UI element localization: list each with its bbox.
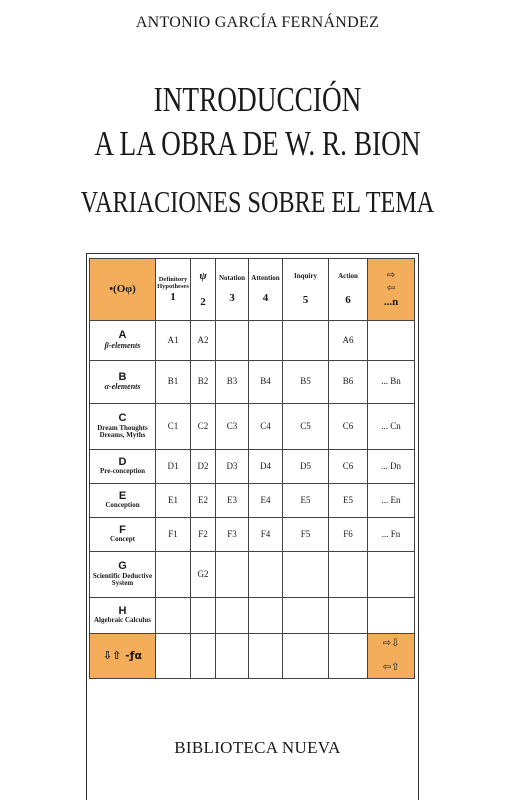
grid-cell: F2 — [191, 518, 216, 552]
grid-cell: B6 — [329, 361, 368, 404]
grid-cell: E3 — [216, 484, 249, 518]
grid-cell — [368, 598, 415, 634]
grid-cell: E2 — [191, 484, 216, 518]
grid-header-row — [90, 259, 415, 321]
grid-row — [90, 484, 415, 518]
grid-cell — [368, 552, 415, 598]
grid-cell: ... Fn — [368, 518, 415, 552]
col-header-3: Notation 3 — [216, 259, 249, 321]
grid-cell: E4 — [249, 484, 283, 518]
grid-row — [90, 450, 415, 484]
grid-cell — [216, 598, 249, 634]
grid-cell: D3 — [216, 450, 249, 484]
right-down-arrow-icon: ⇨⇩ — [382, 637, 400, 649]
grid-cell: C2 — [191, 404, 216, 450]
row-label: D Pre-conception — [90, 450, 156, 484]
grid-cell: C6 — [329, 404, 368, 450]
grid-cell — [283, 552, 329, 598]
grid-cell — [329, 634, 368, 679]
grid-cell — [249, 321, 283, 361]
grid-cell: D5 — [283, 450, 329, 484]
col-header-4: Attention 4 — [249, 259, 283, 321]
grid-cell: B3 — [216, 361, 249, 404]
grid-cell: E5 — [329, 484, 368, 518]
grid-cell: F5 — [283, 518, 329, 552]
author-name: ANTONIO GARCÍA FERNÁNDEZ — [135, 14, 380, 31]
grid-cell: A6 — [329, 321, 368, 361]
grid-cell: D1 — [156, 450, 191, 484]
col-header-6: Action 6 — [329, 259, 368, 321]
footer-arrows-left — [90, 634, 156, 679]
grid-footer-row — [90, 634, 415, 679]
grid-cell — [216, 552, 249, 598]
grid-cell: C4 — [249, 404, 283, 450]
grid-row — [90, 598, 415, 634]
grid-cell: F4 — [249, 518, 283, 552]
grid-row — [90, 404, 415, 450]
grid-cell — [249, 634, 283, 679]
title-line-2: A LA OBRA DE W. R. BION — [94, 124, 421, 163]
grid-cell: ... Cn — [368, 404, 415, 450]
grid-cell: E1 — [156, 484, 191, 518]
grid-cell: D2 — [191, 450, 216, 484]
title-line-1: INTRODUCCIÓN — [153, 80, 362, 119]
grid-cell: B4 — [249, 361, 283, 404]
grid-cell: A2 — [191, 321, 216, 361]
grid-cell: ... En — [368, 484, 415, 518]
grid-cell: C3 — [216, 404, 249, 450]
left-arrow-icon: ⇦ — [386, 282, 396, 294]
subtitle: VARIACIONES SOBRE EL TEMA — [80, 184, 435, 219]
bion-grid — [89, 258, 415, 679]
grid-cell — [216, 321, 249, 361]
row-label: B α-elements — [90, 361, 156, 404]
grid-cell — [283, 321, 329, 361]
grid-row — [90, 518, 415, 552]
grid-cell: B1 — [156, 361, 191, 404]
grid-cell: C5 — [283, 404, 329, 450]
grid-cell — [156, 634, 191, 679]
grid-cell — [156, 598, 191, 634]
grid-row — [90, 361, 415, 404]
grid-corner-cell: •(Oφ) — [90, 259, 156, 321]
row-label: H Algebraic Calculus — [90, 598, 156, 634]
grid-cell — [283, 634, 329, 679]
grid-cell: B2 — [191, 361, 216, 404]
row-label: C Dream Thoughts Dreams, Myths — [90, 404, 156, 450]
grid-cell: C1 — [156, 404, 191, 450]
grid-cell: E5 — [283, 484, 329, 518]
row-label: G Scientific Deductive System — [90, 552, 156, 598]
col-header-2: ψ 2 — [191, 259, 216, 321]
publisher-name: BIBLIOTECA NUEVA — [174, 738, 341, 757]
grid-cell: F6 — [329, 518, 368, 552]
row-label: A β-elements — [90, 321, 156, 361]
right-arrow-icon: ⇨ — [386, 270, 396, 282]
grid-row — [90, 321, 415, 361]
grid-cell — [249, 552, 283, 598]
grid-cell — [329, 552, 368, 598]
grid-cell — [249, 598, 283, 634]
col-header-5: Inquiry 5 — [283, 259, 329, 321]
grid-cell: ... Bn — [368, 361, 415, 404]
left-up-arrow-icon: ⇦⇧ — [382, 662, 400, 673]
grid-cell: F3 — [216, 518, 249, 552]
grid-cell: G2 — [191, 552, 216, 598]
footer-arrows-right — [368, 634, 415, 679]
grid-cell: D4 — [249, 450, 283, 484]
row-label: F Concept — [90, 518, 156, 552]
grid-cell: A1 — [156, 321, 191, 361]
grid-row — [90, 552, 415, 598]
grid-cell: F1 — [156, 518, 191, 552]
up-down-arrow-icon: ⇩⇧ -ƒα — [102, 649, 143, 663]
grid-cell: B5 — [283, 361, 329, 404]
grid-cell — [191, 634, 216, 679]
grid-cell — [283, 598, 329, 634]
grid-cell — [329, 598, 368, 634]
grid-cell: C6 — [329, 450, 368, 484]
grid-cell: ... Dn — [368, 450, 415, 484]
row-label: E Conception — [90, 484, 156, 518]
grid-cell — [156, 552, 191, 598]
grid-cell — [368, 321, 415, 361]
grid-cell — [191, 598, 216, 634]
col-header-1: Definitory Hypotheses 1 — [156, 259, 191, 321]
col-header-n: ⇨ ⇦ ...n — [368, 259, 415, 321]
grid-cell — [216, 634, 249, 679]
